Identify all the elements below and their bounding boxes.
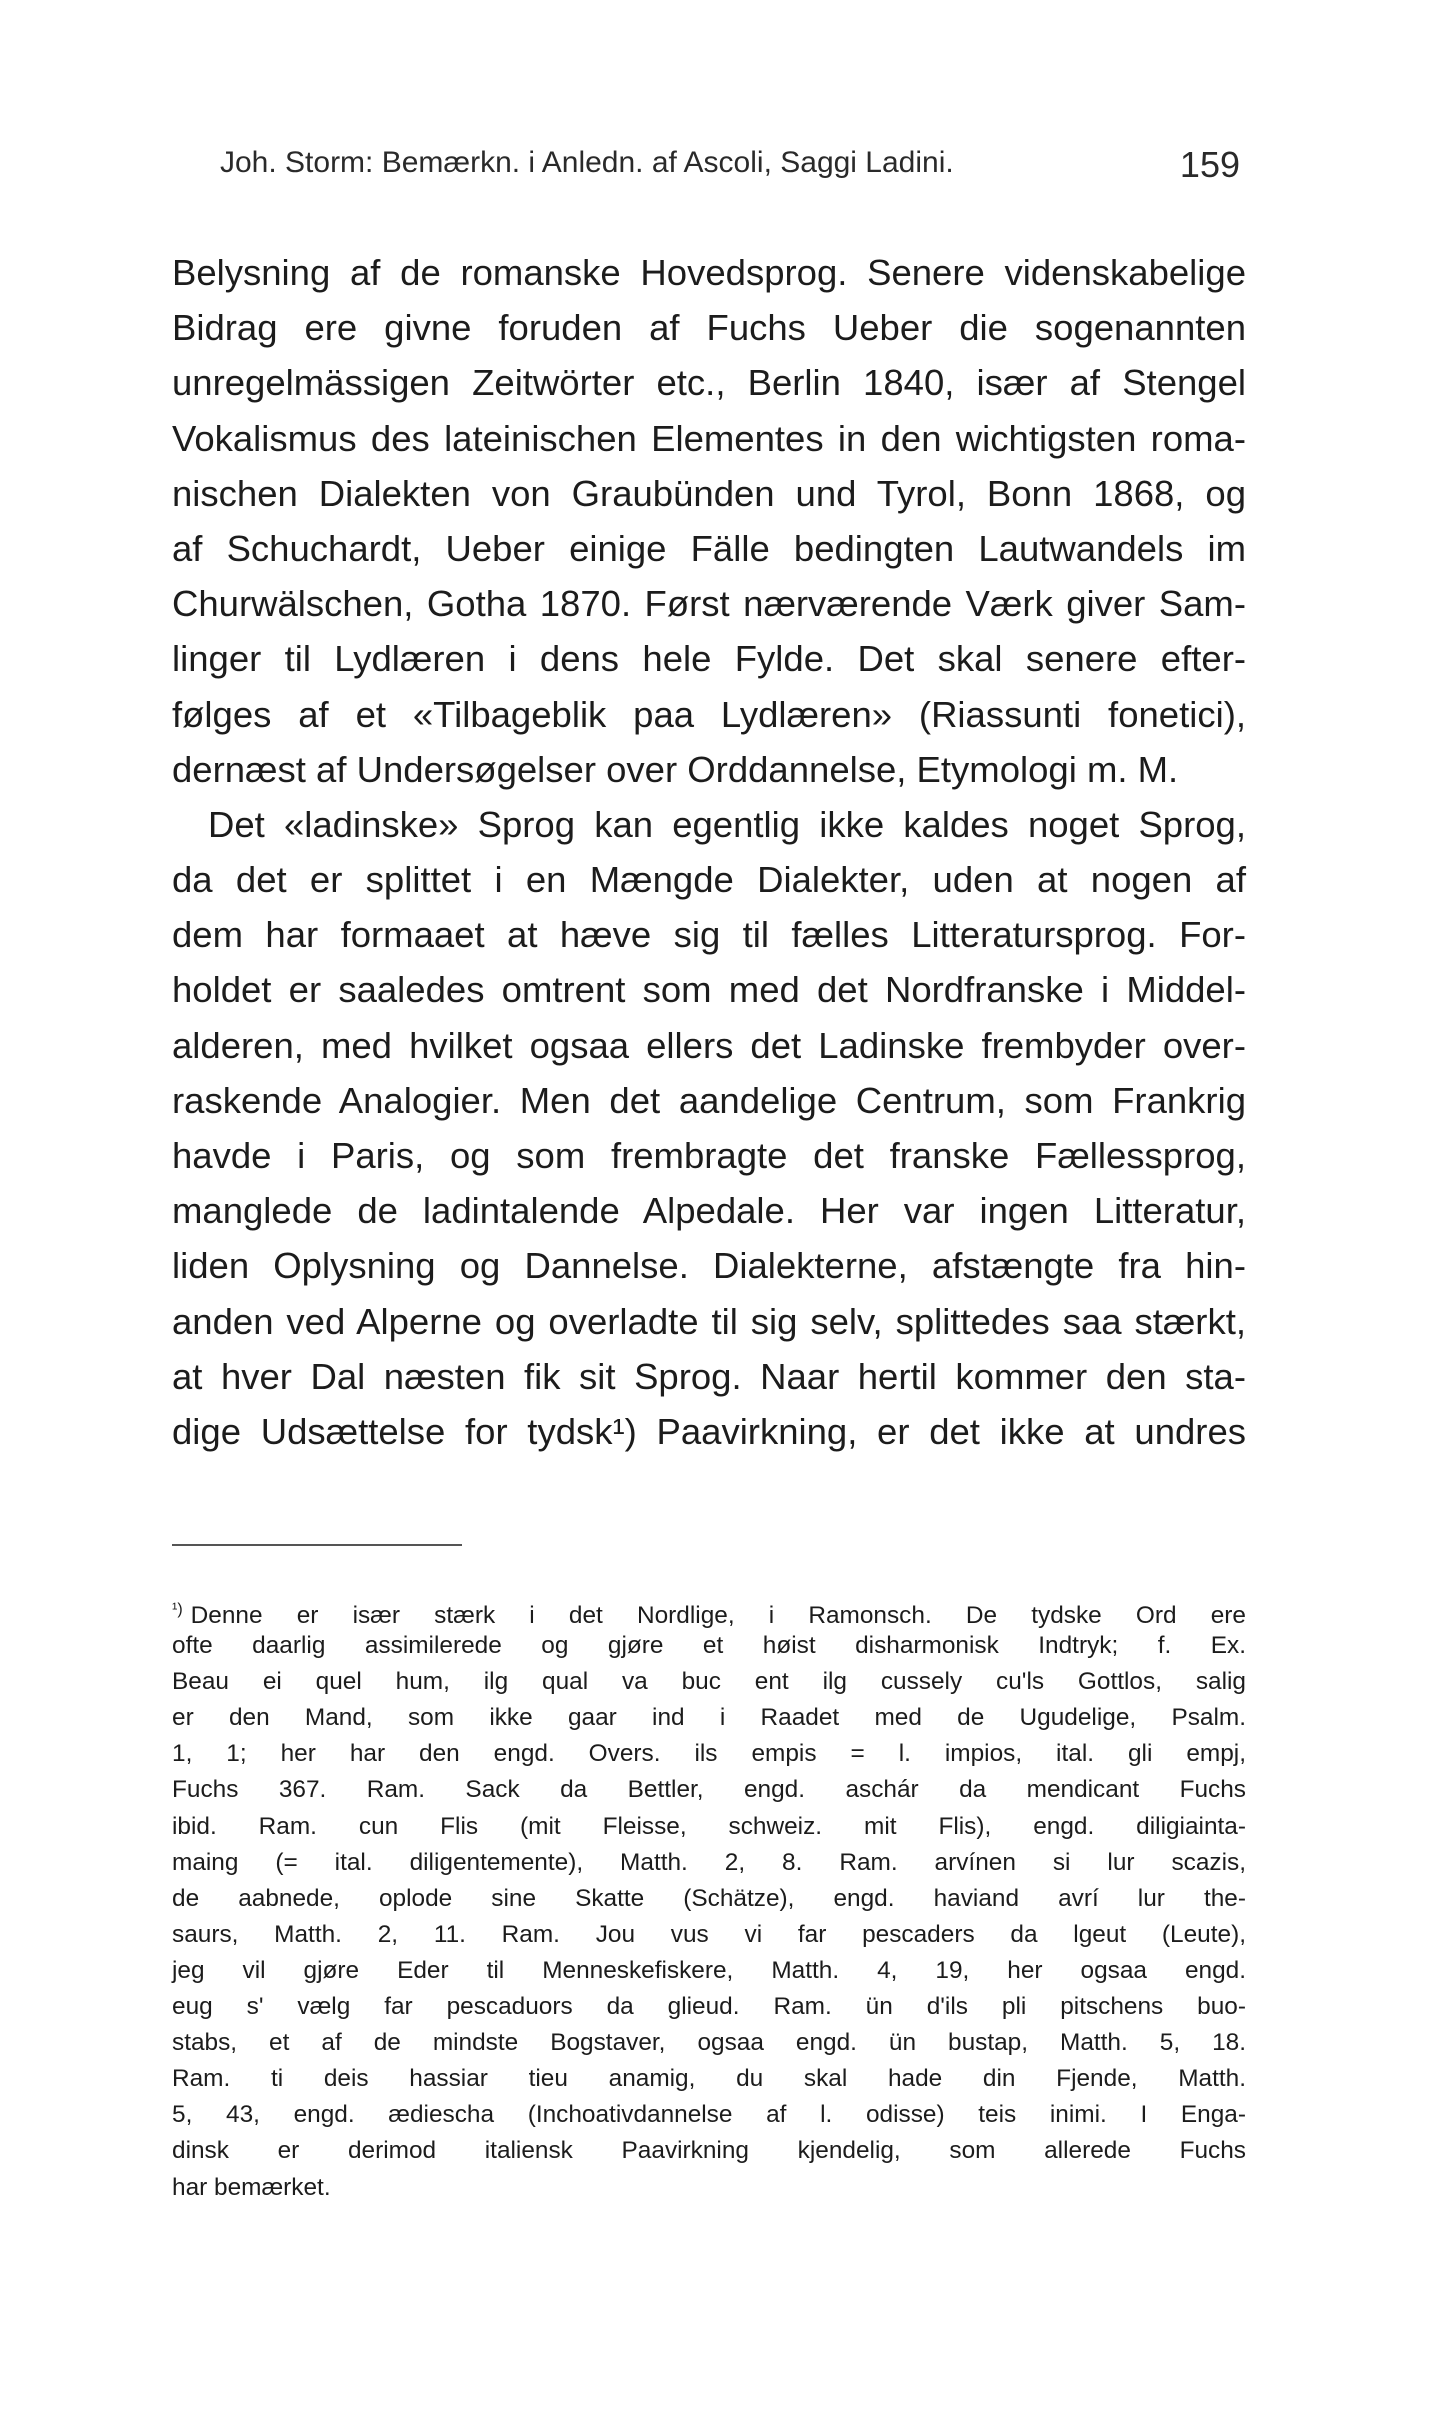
text-line: dem har formaaet at hæve sig til fælles Litteratursprog. For- bbox=[172, 914, 1246, 956]
text-line: nischen Dialekten von Graubünden und Tyrol, Bonn 1868, og bbox=[172, 472, 1246, 514]
text-line: Belysning af de romanske Hovedsprog. Senere videnskabelige bbox=[172, 252, 1246, 293]
text-line: Det «ladinske» Sprog kan egentlig ikke kaldes noget Sprog, bbox=[208, 803, 1246, 845]
text-line: alderen, med hvilket ogsaa ellers det Ladinske frembyder over- bbox=[172, 1024, 1246, 1066]
footnote-marker: ¹) bbox=[172, 1601, 183, 1618]
text-line: manglede de ladintalende Alpedale. Her var ingen Litteratur, bbox=[172, 1190, 1246, 1232]
footnote-rule bbox=[172, 1544, 462, 1546]
footnote-line: dinsk er derimod italiensk Paavirkning kjendelig, som allerede Fuchs bbox=[172, 2137, 1246, 2165]
footnote-line: jeg vil gjøre Eder til Menneskefiskere, Matth. 4, 19, her ogsaa engd. bbox=[172, 1956, 1246, 1984]
text-line: havde i Paris, og som frembragte det franske Fællessprog, bbox=[172, 1135, 1246, 1176]
text-line: linger til Lydlæren i dens hele Fylde. Det skal senere efter- bbox=[172, 638, 1246, 680]
footnote-line: saurs, Matth. 2, 11. Ram. Jou vus vi far pescaders da lgeut (Leute), bbox=[172, 1920, 1246, 1948]
footnote-line: de aabnede, oplode sine Skatte (Schätze), engd. haviand avrí lur the- bbox=[172, 1884, 1246, 1912]
text-line: at hver Dal næsten fik sit Sprog. Naar hertil kommer den sta- bbox=[172, 1355, 1246, 1397]
footnote-line: Beau ei quel hum, ilg qual va buc ent ilg cussely cu'ls Gottlos, salig bbox=[172, 1668, 1246, 1696]
text-line: holdet er saaledes omtrent som med det Nordfranske i Middel- bbox=[172, 969, 1246, 1011]
footnote-line: Fuchs 367. Ram. Sack da Bettler, engd. aschár da mendicant Fuchs bbox=[172, 1776, 1246, 1804]
body-text bbox=[172, 245, 1246, 1459]
running-head-title: Joh. Storm: Bemærkn. i Anledn. af Ascoli, Saggi Ladini. bbox=[220, 146, 954, 179]
text-line: raskende Analogier. Men det aandelige Centrum, som Frankrig bbox=[172, 1079, 1246, 1121]
footnote-line bbox=[172, 1592, 1246, 1628]
footnote-line: ofte daarlig assimilerede og gjøre et høist disharmonisk Indtryk; f. Ex. bbox=[172, 1632, 1246, 1660]
text-line: anden ved Alperne og overladte til sig selv, splittedes saa stærkt, bbox=[172, 1300, 1246, 1342]
page-number: 159 bbox=[1179, 144, 1240, 185]
footnote-line: har bemærket. bbox=[172, 2173, 331, 2201]
footnote-line: 5, 43, engd. ædiescha (Inchoativdannelse af l. odisse) teis inimi. I Enga- bbox=[172, 2101, 1246, 2129]
footnote-line: er den Mand, som ikke gaar ind i Raadet med de Ugudelige, Psalm. bbox=[172, 1704, 1246, 1732]
text-line: unregelmässigen Zeitwörter etc., Berlin 1840, især af Stengel bbox=[172, 362, 1246, 404]
text-line: dige Udsættelse for tydsk¹) Paavirkning, er det ikke at undres bbox=[172, 1410, 1246, 1452]
footnote-line: eug s' vælg far pescaduors da glieud. Ram. ün d'ils pli pitschens buo- bbox=[172, 1993, 1246, 2021]
footnote-line: maing (= ital. diligentemente), Matth. 2, 8. Ram. arvínen si lur scazis, bbox=[172, 1848, 1246, 1876]
text-line: af Schuchardt, Ueber einige Fälle bedingten Lautwandels im bbox=[172, 527, 1246, 569]
text-line: da det er splittet i en Mængde Dialekter, uden at nogen af bbox=[172, 859, 1246, 901]
text-line: Bidrag ere givne foruden af Fuchs Ueber die sogenannten bbox=[172, 307, 1246, 349]
text-line: Churwälschen, Gotha 1870. Først nærværende Værk giver Sam- bbox=[172, 583, 1246, 625]
footnote-line: ibid. Ram. cun Flis (mit Fleisse, schweiz. mit Flis), engd. diligiainta- bbox=[172, 1812, 1246, 1840]
footnote bbox=[172, 1592, 1246, 2206]
footnote-line: Ram. ti deis hassiar tieu anamig, du skal hade din Fjende, Matth. bbox=[172, 2065, 1246, 2093]
footnote-text: Denne er især stærk i det Nordlige, i Ramonsch. De tydske Ord ere bbox=[190, 1602, 1246, 1629]
footnote-line: 1, 1; her har den engd. Overs. ils empis = l. impios, ital. gli empj, bbox=[172, 1740, 1246, 1768]
text-line: dernæst af Undersøgelser over Orddannelse, Etymologi m. M. bbox=[172, 748, 1179, 790]
running-head bbox=[220, 146, 1240, 186]
footnote-line: stabs, et af de mindste Bogstaver, ogsaa engd. ün bustap, Matth. 5, 18. bbox=[172, 2029, 1246, 2057]
text-line: følges af et «Tilbageblik paa Lydlæren» (Riassunti fonetici), bbox=[172, 693, 1246, 735]
text-line: liden Oplysning og Dannelse. Dialekterne, afstængte fra hin- bbox=[172, 1245, 1246, 1287]
text-line: Vokalismus des lateinischen Elementes in den wichtigsten roma- bbox=[172, 417, 1246, 459]
